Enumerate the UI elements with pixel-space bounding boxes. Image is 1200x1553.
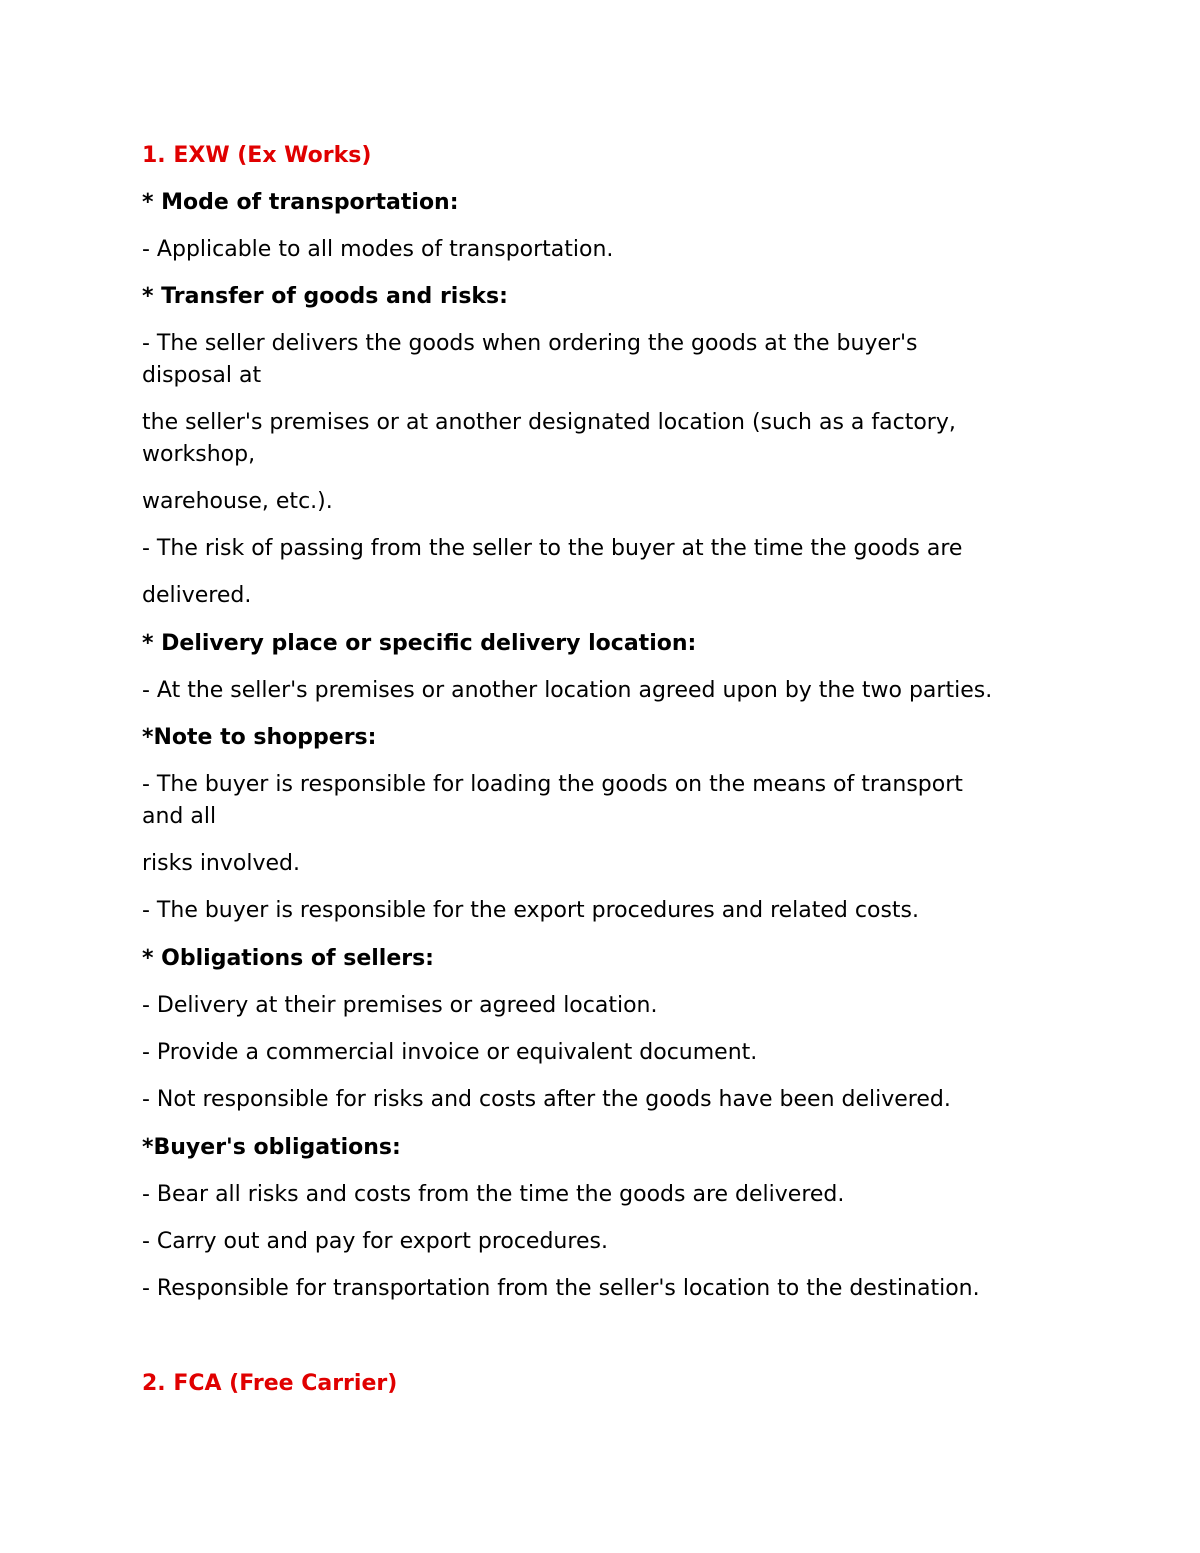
mode-of-transportation-text: - Applicable to all modes of transportation. xyxy=(142,237,614,262)
transfer-text-line: workshop, xyxy=(142,442,256,467)
transfer-text-line: - The risk of passing from the seller to the buyer at the time the goods are xyxy=(142,536,963,561)
buyer-obligation-item: - Carry out and pay for export procedures. xyxy=(142,1229,608,1254)
transfer-text-line: warehouse, etc.). xyxy=(142,489,333,514)
transfer-text-line: - The seller delivers the goods when ordering the goods at the buyer's xyxy=(142,331,918,356)
note-text-line: and all xyxy=(142,804,217,829)
buyer-obligations-label: *Buyer's obligations: xyxy=(142,1135,401,1160)
delivery-place-label: * Delivery place or specific delivery location: xyxy=(142,631,697,656)
seller-obligation-item: - Provide a commercial invoice or equivalent document. xyxy=(142,1040,758,1065)
section-heading-fca: 2. FCA (Free Carrier) xyxy=(142,1371,398,1396)
transfer-text-line: delivered. xyxy=(142,583,252,608)
note-text-line: - The buyer is responsible for the export procedures and related costs. xyxy=(142,898,919,923)
mode-of-transportation-label: * Mode of transportation: xyxy=(142,190,459,215)
note-text-line: risks involved. xyxy=(142,851,300,876)
note-to-shoppers-label: *Note to shoppers: xyxy=(142,725,377,750)
transfer-text-line: the seller's premises or at another designated location (such as a factory, xyxy=(142,410,956,435)
delivery-place-text: - At the seller's premises or another location agreed upon by the two parties. xyxy=(142,678,993,703)
seller-obligations-label: * Obligations of sellers: xyxy=(142,946,434,971)
buyer-obligation-item: - Responsible for transportation from the seller's location to the destination. xyxy=(142,1276,980,1301)
section-heading-exw: 1. EXW (Ex Works) xyxy=(142,143,372,168)
note-text-line: - The buyer is responsible for loading the goods on the means of transport xyxy=(142,772,963,797)
transfer-text-line: disposal at xyxy=(142,363,262,388)
seller-obligation-item: - Delivery at their premises or agreed location. xyxy=(142,993,658,1018)
buyer-obligation-item: - Bear all risks and costs from the time the goods are delivered. xyxy=(142,1182,845,1207)
seller-obligation-item: - Not responsible for risks and costs after the goods have been delivered. xyxy=(142,1087,951,1112)
transfer-of-goods-label: * Transfer of goods and risks: xyxy=(142,284,508,309)
